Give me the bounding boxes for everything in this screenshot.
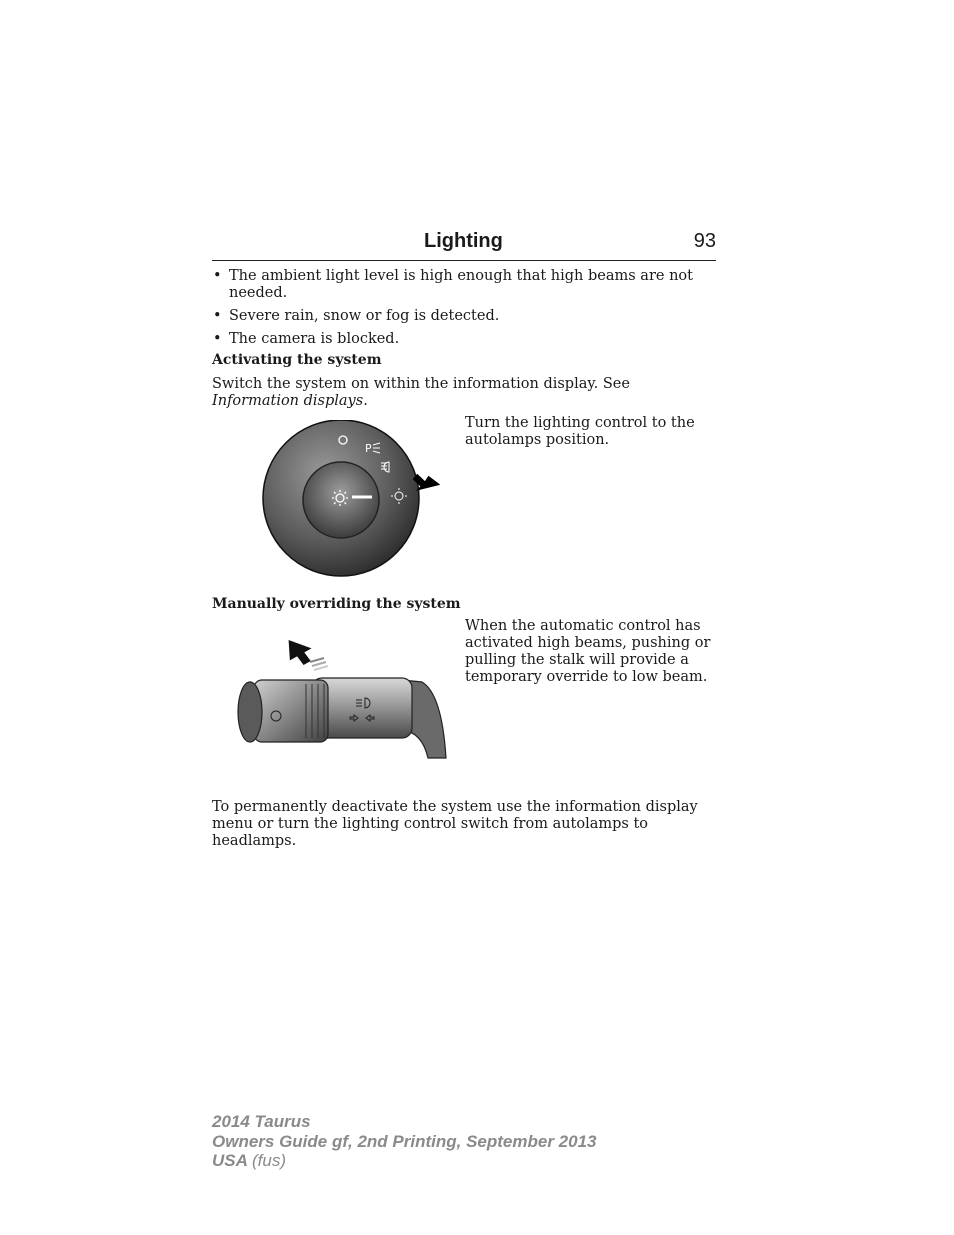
- svg-text:P: P: [365, 442, 372, 455]
- activating-heading: Activating the system: [212, 352, 382, 368]
- multifunction-stalk-image: [232, 634, 452, 760]
- lighting-control-figure: [258, 420, 448, 584]
- condition-list: [212, 268, 716, 354]
- page-number: [690, 230, 716, 253]
- lighting-control-knob-image: [258, 420, 448, 580]
- section-title-text: Lighting: [424, 230, 503, 252]
- page-number-text: 93: [693, 230, 716, 252]
- footer-region: [212, 1151, 596, 1171]
- footer-model: 2014 Taurus: [212, 1112, 311, 1131]
- activating-paragraph: [212, 376, 716, 410]
- footer-edition: Owners Guide gf, 2nd Printing, September 2013: [212, 1131, 597, 1151]
- stalk-figure: [232, 634, 452, 764]
- information-displays-link[interactable]: Information displays: [212, 393, 364, 409]
- list-item: • Severe rain, snow or fog is detected.: [212, 308, 716, 325]
- page-footer: [212, 1112, 596, 1171]
- deactivate-paragraph: To permanently deactivate the system use the information display menu or turn the lighting control switch from autolamps to headlamps.: [212, 799, 698, 849]
- activating-figure-caption: Turn the lighting control to the autolamps position.: [465, 415, 695, 448]
- manual-figure-caption: When the automatic control has activated high beams, pushing or pulling the stalk will provide a temporary override to low beam.: [465, 618, 711, 685]
- list-item: • The ambient light level is high enough that high beams are not needed.: [212, 268, 716, 302]
- manual-heading: Manually overriding the system: [212, 596, 461, 612]
- footer-region-code: (fus): [252, 1151, 286, 1170]
- list-item: • The camera is blocked.: [212, 331, 716, 348]
- section-title-wrap: [424, 230, 503, 253]
- activating-text-end: .: [363, 393, 368, 409]
- activating-text: Switch the system on within the information display. See: [212, 376, 630, 392]
- footer-region-bold: USA: [212, 1151, 248, 1170]
